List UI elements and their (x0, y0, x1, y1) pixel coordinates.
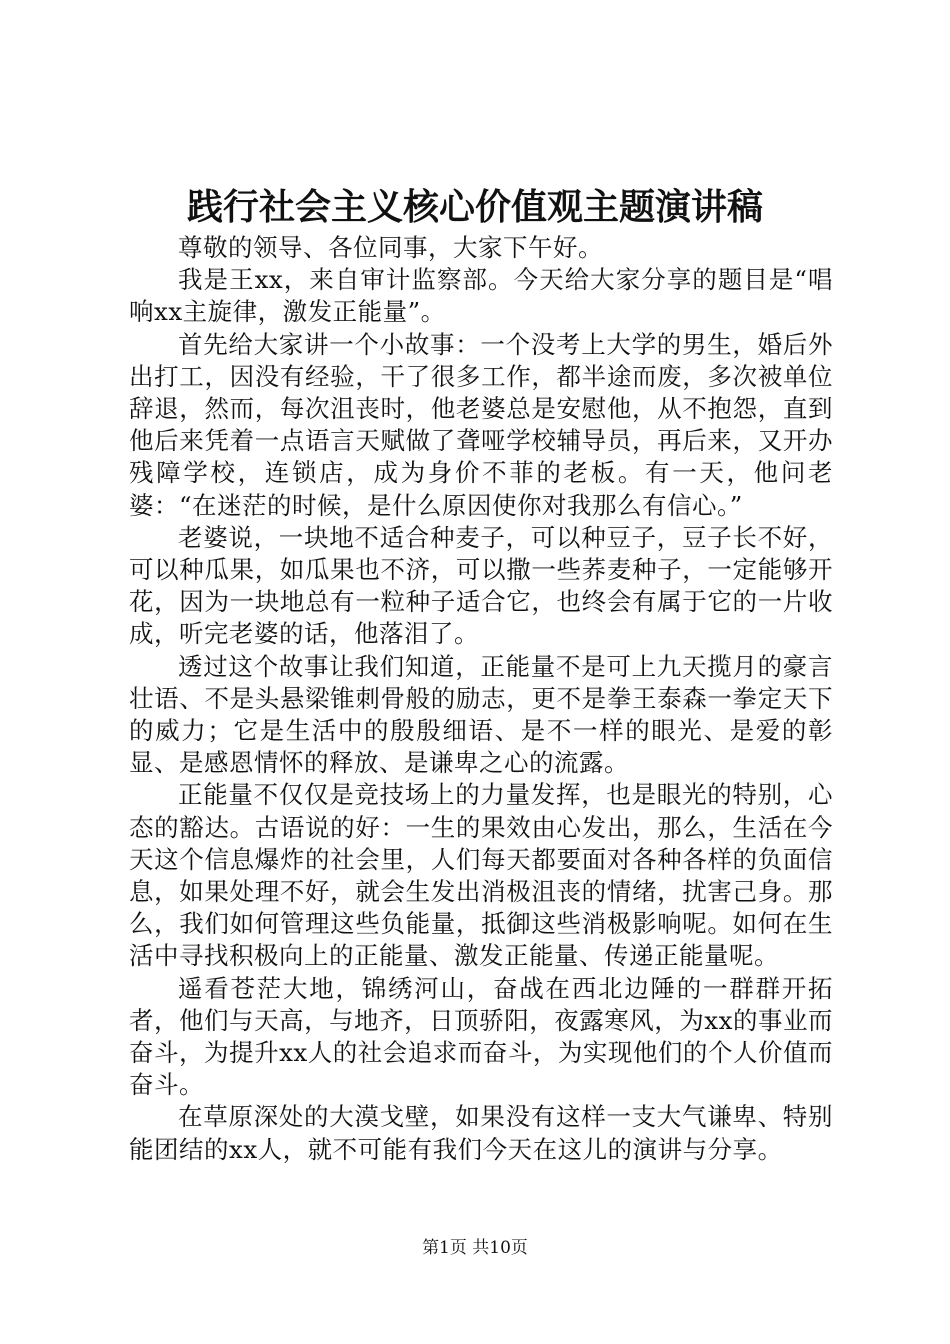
paragraph-greeting: 尊敬的领导、各位同事，大家下午好。 (178, 233, 603, 262)
document-body (129, 232, 833, 1166)
paragraph-pioneers: 遥看苍茫大地，锦绣河山，奋战在西北边陲的一群群开拓者，他们与天高，与地齐，日顶骄阳，夜露寒风，为xx的事业而奋斗，为提升xx人的社会追求而奋斗，为实现他们的个人价值而奋斗。 (129, 973, 833, 1100)
document-title: 践行社会主义核心价值观主题演讲稿 (186, 186, 763, 228)
paragraph-positive-energy-attitude: 正能量不仅仅是竞技场上的力量发挥，也是眼光的特别，心态的豁达。古语说的好：一生的果效由心发出，那么，生活在今天这个信息爆炸的社会里，人们每天都要面对各种各样的负面信息，如果处理不好，就会生发出消极沮丧的情绪，扰害己身。那么，我们如何管理这些负能量，抵御这些消极影响呢。如何在生活中寻找积极向上的正能量、激发正能量、传递正能量呢。 (129, 780, 833, 971)
paragraph-story: 首先给大家讲一个小故事：一个没考上大学的男生，婚后外出打工，因没有经验，干了很多工作，都半途而废，多次被单位辞退，然而，每次沮丧时，他老婆总是安慰他，从不抱怨，直到他后来凭着一点语言天赋做了聋哑学校辅导员，再后来，又开办残障学校，连锁店，成为身价不菲的老板。有一天，他问老婆：“在迷茫的时候，是什么原因使你对我那么有信心。” (129, 329, 833, 520)
page-number-footer: 第1页 共10页 (422, 1238, 528, 1258)
paragraph-introduction: 我是王xx，来自审计监察部。今天给大家分享的题目是“唱响xx主旋律，激发正能量”。 (129, 265, 833, 327)
paragraph-grassland: 在草原深处的大漠戈壁，如果没有这样一支大气谦卑、特别能团结的xx人，就不可能有我们今天在这儿的演讲与分享。 (129, 1102, 833, 1164)
paragraph-wife-reply: 老婆说，一块地不适合种麦子，可以种豆子，豆子长不好，可以种瓜果，如瓜果也不济，可以撒一些荞麦种子，一定能够开花，因为一块地总有一粒种子适合它，也终会有属于它的一片收成，听完老婆的话，他落泪了。 (129, 522, 833, 649)
paragraph-positive-energy-meaning: 透过这个故事让我们知道，正能量不是可上九天揽月的豪言壮语、不是头悬梁锥刺骨般的励志，更不是拳王泰森一拳定天下的威力；它是生活中的殷殷细语、是不一样的眼光、是爱的彰显、是感恩情怀的释放、是谦卑之心的流露。 (129, 651, 833, 778)
